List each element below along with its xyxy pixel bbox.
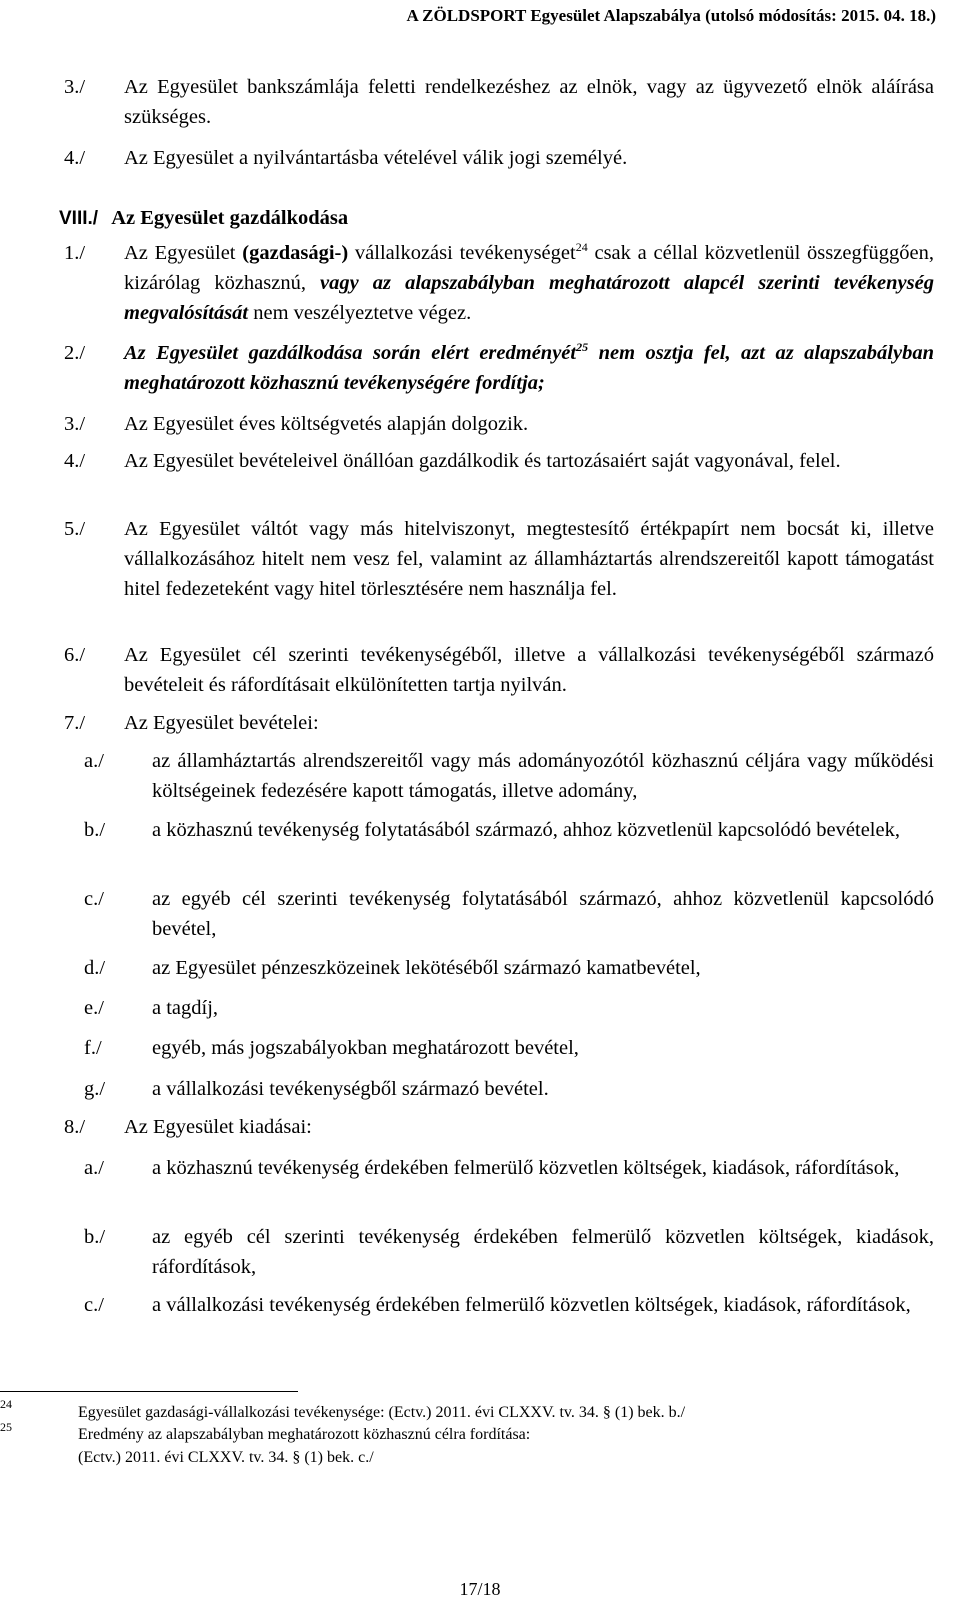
item-number: 2./ xyxy=(64,342,86,364)
footnote-text: Egyesület gazdasági-vállalkozási tevékenysége: (Ectv.) 2011. évi CLXXV. tv. 34. § (1) bek. b./ xyxy=(78,1404,686,1421)
item-text: a vállalkozási tevékenységből származó bevétel. xyxy=(152,1078,549,1100)
list-item xyxy=(64,446,934,476)
item-letter: e./ xyxy=(84,997,104,1019)
item-number: 4./ xyxy=(64,450,86,472)
item-text: az Egyesület pénzeszközeinek lekötéséből származó kamatbevétel, xyxy=(152,957,701,979)
item-text: Az Egyesület kiadásai: xyxy=(124,1116,312,1138)
list-item xyxy=(64,143,934,173)
item-text: Az Egyesület (gazdasági-) vállalkozási tevékenységet$^{24}$ csak a céllal közvetlenül összegfüggően, kizárólag közhasznú, vagy az alapszabályban meghatározott alapcél szerinti tevékenység megvalósítását nem veszélyeztetve végez. xyxy=(124,240,934,324)
list-item xyxy=(64,238,934,328)
item-letter: b./ xyxy=(84,1226,106,1248)
footnote-ref: 25 xyxy=(576,340,589,355)
item-text: a közhasznú tevékenység érdekében felmerülő közvetlen költségek, kiadások, ráfordítások, xyxy=(152,1157,900,1179)
item-letter: c./ xyxy=(84,888,104,910)
item-number: 7./ xyxy=(64,712,86,734)
item-text: Az Egyesület bevételei: xyxy=(124,712,319,734)
sub-list-item xyxy=(84,1222,934,1282)
item-letter: f./ xyxy=(84,1037,102,1059)
item-number: 1./ xyxy=(64,242,86,264)
item-text: Az Egyesület éves költségvetés alapján dolgozik. xyxy=(124,413,529,435)
item-letter: b./ xyxy=(84,819,106,841)
footnote-ref: 24 xyxy=(575,240,588,255)
sub-list-item xyxy=(84,884,934,944)
page-header: A ZÖLDSPORT Egyesület Alapszabálya (utolsó módosítás: 2015. 04. 18.) xyxy=(406,6,936,25)
item-text: a tagdíj, xyxy=(152,997,219,1019)
sub-list-item xyxy=(84,746,934,806)
sub-list-item xyxy=(84,1153,934,1183)
item-number: 6./ xyxy=(64,644,86,666)
item-text: Az Egyesület váltót vagy más hitelviszonyt, megtestesítő értékpapírt nem bocsát ki, illetve vállalkozásához hitelt nem vesz fel, valamint az államháztartás alrendszereitől kapott támogatást hitel fedezeteként vagy hitel törlesztésére nem használja fel. xyxy=(124,518,934,600)
footnote-number: 25 xyxy=(0,1420,12,1434)
list-item xyxy=(64,338,934,398)
item-letter: g./ xyxy=(84,1078,106,1100)
sub-list-item xyxy=(84,953,934,983)
item-text: a vállalkozási tevékenység érdekében felmerülő közvetlen költségek, kiadások, ráfordítások, xyxy=(152,1294,911,1316)
page-number: 17/18 xyxy=(459,1579,501,1599)
item-number: 5./ xyxy=(64,518,86,540)
sub-list-item xyxy=(84,1033,934,1063)
item-text: Az Egyesület bankszámlája feletti rendelkezéshez az elnök, vagy az ügyvezető elnök aláírása szükséges. xyxy=(124,76,934,128)
sub-list-item xyxy=(84,1290,934,1320)
sub-list-item xyxy=(84,993,934,1023)
item-text: az egyéb cél szerinti tevékenység érdekében felmerülő közvetlen költségek, kiadások, ráfordítások, xyxy=(152,1226,934,1278)
item-number: 3./ xyxy=(64,413,86,435)
list-item xyxy=(64,72,934,132)
item-text: az egyéb cél szerinti tevékenység folytatásából származó, ahhoz közvetlenül kapcsolódó bevétel, xyxy=(152,888,934,940)
item-letter: c./ xyxy=(84,1294,104,1316)
item-text: az államháztartás alrendszereitől vagy más adományozótól közhasznú céljára vagy működési költségeinek fedezésére kapott támogatás, illetve adomány, xyxy=(152,750,934,802)
item-text: a közhasznú tevékenység folytatásából származó, ahhoz közvetlenül kapcsolódó bevételek, xyxy=(152,819,900,841)
list-item xyxy=(64,514,934,604)
section-title: Az Egyesület gazdálkodása xyxy=(111,207,349,229)
item-letter: a./ xyxy=(84,1157,104,1179)
list-item xyxy=(64,708,934,738)
list-item xyxy=(64,640,934,700)
list-item xyxy=(64,1112,934,1142)
section-heading xyxy=(59,203,348,234)
footnote-text: Eredmény az alapszabályban meghatározott közhasznú célra fordítása: xyxy=(78,1426,531,1443)
item-text: Az Egyesület a nyilvántartásba vételével válik jogi személyé. xyxy=(124,147,628,169)
item-text: egyéb, más jogszabályokban meghatározott bevétel, xyxy=(152,1037,579,1059)
footnote-text: (Ectv.) 2011. évi CLXXV. tv. 34. § (1) bek. c./ xyxy=(78,1449,374,1466)
item-text: Az Egyesület cél szerinti tevékenységéből, illetve a vállalkozási tevékenységéből származó bevételeit és ráfordításait elkülönítetten tartja nyilván. xyxy=(124,644,934,696)
item-letter: a./ xyxy=(84,750,104,772)
item-number: 8./ xyxy=(64,1116,86,1138)
footnote-separator xyxy=(0,1391,298,1392)
list-item xyxy=(64,409,934,439)
sub-list-item xyxy=(84,1074,934,1104)
sub-list-item xyxy=(84,815,934,845)
item-letter: d./ xyxy=(84,957,106,979)
item-number: 4./ xyxy=(64,147,86,169)
footnote-number: 24 xyxy=(0,1397,12,1411)
item-text: Az Egyesület gazdálkodása során elért eredményét$^{25}$ nem osztja fel, azt az alapszabályban meghatározott közhasznú tevékenységére fordítja; xyxy=(124,340,934,394)
item-text: Az Egyesület bevételeivel önállóan gazdálkodik és tartozásaiért saját vagyonával, felel. xyxy=(124,450,841,472)
section-number: VIII./ xyxy=(59,208,99,229)
item-number: 3./ xyxy=(64,76,86,98)
